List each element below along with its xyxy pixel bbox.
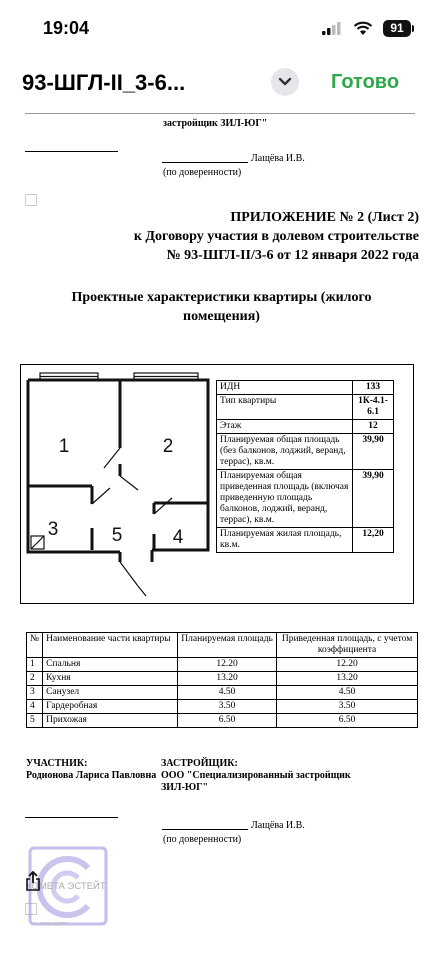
nav-bar — [0, 58, 443, 114]
participant-name: Родионова Лариса Павловна — [26, 770, 157, 781]
property-label: Этаж — [217, 420, 353, 434]
status-bar — [0, 0, 443, 58]
property-value: 39,90 — [353, 470, 394, 528]
table-cell: Прихожая — [43, 714, 178, 728]
watermark-text: КОМЕТА ЭСТЕЙТ — [26, 881, 106, 892]
table-row — [217, 381, 394, 395]
signature-line — [25, 151, 118, 152]
developer-name-cont: ЗИЛ-ЮГ" — [161, 782, 209, 793]
appendix-heading: ПРИЛОЖЕНИЕ № 2 (Лист 2) — [230, 210, 419, 225]
top-signer-name: Лащёва И.В. — [251, 153, 305, 164]
room-label: 1 — [58, 436, 70, 457]
bottom-signer-name: Лащёва И.В. — [251, 820, 305, 831]
table-cell: 2 — [27, 672, 43, 686]
table-cell: 13.20 — [277, 672, 418, 686]
table-cell: 1 — [27, 658, 43, 672]
table-row — [217, 395, 394, 420]
table-row — [217, 434, 394, 470]
battery-indicator: 91 — [383, 20, 411, 37]
contract-number: № 93-ШГЛ-II/3-6 от 12 января 2022 года — [166, 248, 419, 263]
share-icon[interactable] — [26, 871, 40, 891]
table-cell: 4 — [27, 700, 43, 714]
property-value: 1К-4.1-6.1 — [353, 395, 394, 420]
table-header-row — [27, 633, 418, 658]
signature-line — [162, 162, 248, 163]
plan-title: Проектные характеристики квартиры (жилого — [71, 290, 372, 305]
room-label: 5 — [111, 525, 123, 546]
table-cell: 12.20 — [277, 658, 418, 672]
table-cell: 3 — [27, 686, 43, 700]
table-cell: 5 — [27, 714, 43, 728]
developer-label: ЗАСТРОЙЩИК: — [161, 758, 238, 769]
rooms-table — [26, 632, 418, 728]
table-cell: Гардеробная — [43, 700, 178, 714]
table-row — [217, 470, 394, 528]
property-label: ИДН — [217, 381, 353, 395]
document-title[interactable]: 93-ШГЛ-II_3-6... — [22, 70, 186, 95]
apartment-properties-table — [216, 380, 394, 553]
table-row — [217, 420, 394, 434]
table-cell: Санузел — [43, 686, 178, 700]
cellular-signal-icon — [322, 22, 342, 35]
table-cell: 6.50 — [277, 714, 418, 728]
column-header: Приведенная площадь, с учетом коэффициента — [277, 633, 418, 658]
table-row — [27, 686, 418, 700]
room-label: 3 — [47, 519, 59, 540]
property-value: 12,20 — [353, 528, 394, 553]
table-cell: 4.50 — [277, 686, 418, 700]
property-value: 12 — [353, 420, 394, 434]
developer-name: ООО "Специализированный застройщик — [161, 770, 351, 781]
signature-line — [162, 829, 248, 830]
table-cell: Спальня — [43, 658, 178, 672]
top-proxy-note: (по доверенности) — [163, 167, 242, 178]
table-row — [27, 672, 418, 686]
status-time: 19:04 — [43, 18, 90, 38]
property-label: Планируемая общая приведенная площадь (включая приведенную площадь балконов, лоджий, веранд, террас), кв.м. — [217, 470, 353, 528]
title-menu-button[interactable] — [271, 68, 299, 96]
table-row — [27, 700, 418, 714]
table-row — [27, 658, 418, 672]
appendix-subheading: к Договору участия в долевом строительстве — [133, 229, 419, 244]
table-cell: 12.20 — [178, 658, 277, 672]
table-cell: 3.50 — [178, 700, 277, 714]
column-header: Наименование части квартиры — [43, 633, 178, 658]
table-cell: 13.20 — [178, 672, 277, 686]
column-header: № — [27, 633, 43, 658]
battery-tip — [412, 25, 414, 32]
table-row — [27, 714, 418, 728]
table-cell: 3.50 — [277, 700, 418, 714]
participant-label: УЧАСТНИК: — [26, 758, 88, 769]
property-label: Планируемая общая площадь (без балконов, лоджий, веранд, террас), кв.м. — [217, 434, 353, 470]
table-cell: 4.50 — [178, 686, 277, 700]
wifi-icon — [353, 21, 373, 36]
watermark-subtext: госте сдегга — [40, 921, 68, 927]
signature-line — [25, 817, 118, 818]
document-viewer[interactable] — [0, 113, 443, 960]
table-cell: Кухня — [43, 672, 178, 686]
table-cell: 6.50 — [178, 714, 277, 728]
room-label: 4 — [172, 527, 184, 548]
property-label: Тип квартиры — [217, 395, 353, 420]
table-row — [217, 528, 394, 553]
plan-title-cont: помещения) — [183, 309, 260, 324]
bottom-proxy-note: (по доверенности) — [163, 834, 242, 845]
room-label: 2 — [162, 436, 174, 457]
property-value: 133 — [353, 381, 394, 395]
done-button[interactable]: Готово — [331, 71, 400, 93]
chevron-down-icon — [271, 68, 299, 96]
property-value: 39,90 — [353, 434, 394, 470]
top-developer-name: застройщик ЗИЛ-ЮГ" — [163, 118, 268, 129]
form-checkbox — [25, 194, 37, 206]
column-header: Планируемая площадь — [178, 633, 277, 658]
property-label: Планируемая жилая площадь, кв.м. — [217, 528, 353, 553]
cut-line — [25, 113, 415, 114]
floor-plan — [20, 364, 216, 604]
